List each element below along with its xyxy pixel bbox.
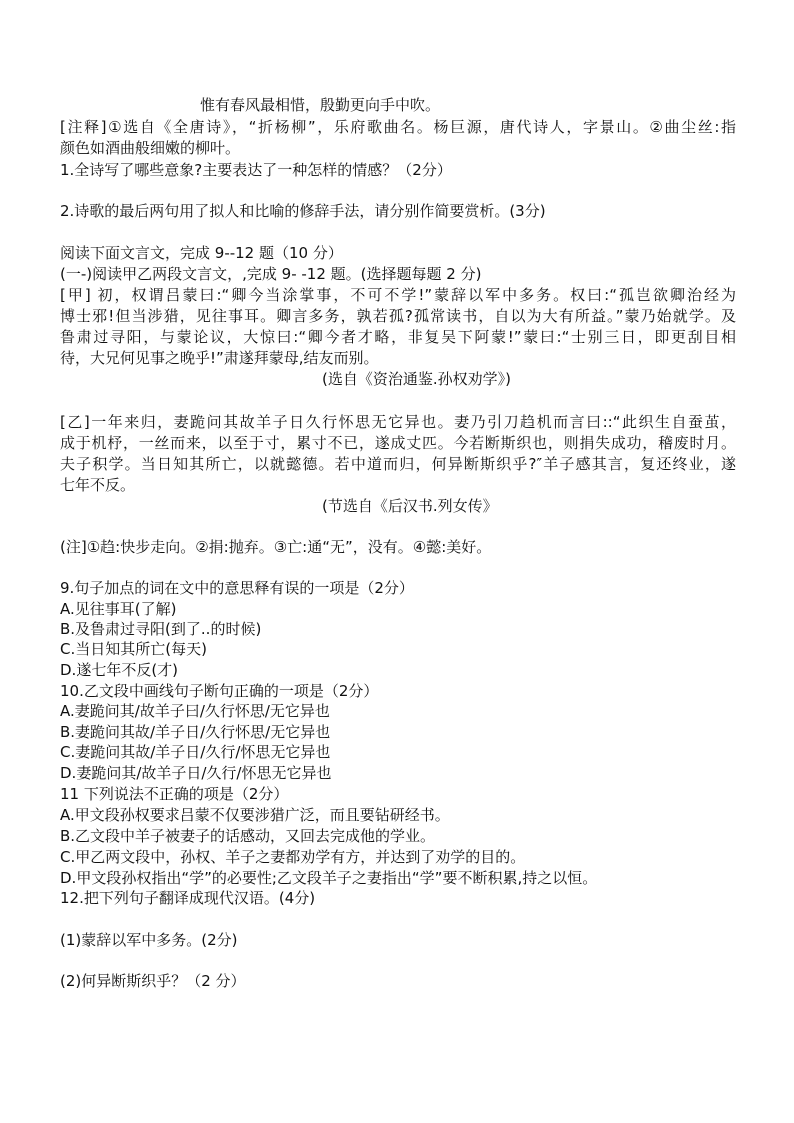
poem-question-2: 2.诗歌的最后两句用了拟人和比喻的修辞手法，请分别作简要赏析。(3分) [60, 202, 546, 220]
classical-sub-intro: (一-)阅读甲乙两段文言文，,完成 9- -12 题。(选择题每题 2 分) [60, 265, 482, 283]
jia-source: (选自《资治通鉴.孙权劝学》) [322, 370, 511, 388]
yi-line-1: [乙]一年来归，妻跪问其故羊子日久行怀思无它异也。妻乃引刀趋机而言曰::“此织生自蚕茧， [60, 413, 736, 431]
q10-option-a: A.妻跪问其/故羊子曰/久行怀思/无它异也 [60, 702, 330, 720]
q10-option-b: B.妻跪问其故/羊子日/久行怀思/无它异也 [60, 723, 331, 741]
q11-stem: 11 下列说法不正确的项是（2分） [60, 785, 289, 803]
q9-option-b: B.及鲁肃过寻阳(到了..的时候) [60, 620, 262, 638]
classical-intro: 阅读下面文言文，完成 9--12 题（10 分） [60, 244, 343, 262]
poem-last-line: 惟有春风最相惜，殷勤更向手中吹。 [200, 96, 441, 114]
q10-option-c: C.妻跪问其故/羊子日/久行/怀思无它异也 [60, 743, 331, 761]
q11-option-a: A.甲文段孙权要求吕蒙不仅要涉猎广泛，而且要钻研经书。 [60, 806, 450, 824]
q9-stem: 9.句子加点的词在文中的意思释有误的一项是（2分） [60, 579, 414, 597]
q11-option-c: C.甲乙两文段中，孙权、羊子之妻都劝学有方，并达到了劝学的目的。 [60, 848, 526, 866]
poem-question-1: 1.全诗写了哪些意象?主要表达了一种怎样的情感？（2分） [60, 161, 452, 179]
q9-option-c: C.当日知其所亡(每天) [60, 640, 207, 658]
jia-line-2: 博士邪!但当涉猎，见往事耳。卿言多务，孰若孤?孤常读书，自以为大有所益。”蒙乃始就学。及 [60, 307, 736, 325]
yi-source: (节选自《后汉书.列女传》 [322, 497, 498, 515]
q11-option-b: B.乙文段中羊子被妻子的话感动，又回去完成他的学业。 [60, 827, 436, 845]
jia-line-4: 待，大兄何见事之晚乎!”肃遂拜蒙母,结友而别。 [60, 349, 379, 367]
q11-option-d: D.甲文段孙权指出“学”的必要性;乙文段羊子之妻指出“学”要不断积累,持之以恒。 [60, 869, 598, 887]
q10-option-d: D.妻跪问其/故羊子日/久行/怀思无它异也 [60, 764, 332, 782]
yi-line-3: 夫子积学。当日知其所亡，以就懿德。若中道而归，何异断斯织乎?″羊子感其言，复还终业，遂 [60, 455, 736, 473]
yi-line-2: 成于机杼，一丝而来，以至于寸，累寸不已，遂成丈匹。今若断斯织也，则捐失成功，稽废时月。 [60, 434, 736, 452]
jia-line-1: [甲] 初，权谓吕蒙曰:“卿今当涂掌事，不可不学!”蒙辞以军中多务。权曰:“孤岂欲卿治经为 [60, 286, 736, 304]
q9-option-a: A.见往事耳(了解) [60, 600, 177, 618]
yi-line-4: 七年不反。 [60, 476, 136, 494]
q10-stem: 10.乙文段中画线句子断句正确的一项是（2分） [60, 682, 379, 700]
q12-item-1: (1)蒙辞以军中多务。(2分) [60, 931, 238, 949]
poem-note-line-2: 颜色如酒曲般细嫩的柳叶。 [60, 139, 241, 157]
poem-note-line-1: [注释]①选自《全唐诗》，“折杨柳”，乐府歌曲名。杨巨源，唐代诗人，字景山。②曲尘丝:指 [60, 118, 736, 136]
q12-item-2: (2)何异断斯织乎？（2 分） [60, 972, 246, 990]
jia-line-3: 鲁肃过寻阳，与蒙论议，大惊曰:“卿今者才略，非复吴下阿蒙!”蒙曰:“士别三日，即更刮目相 [60, 328, 736, 346]
q9-option-d: D.遂七年不反(才) [60, 661, 179, 679]
annotation: (注]①趋:快步走向。②捐:抛弃。③亡:通“无”，没有。④懿:美好。 [60, 538, 492, 556]
q12-stem: 12.把下列句子翻译成现代汉语。(4分) [60, 889, 316, 907]
